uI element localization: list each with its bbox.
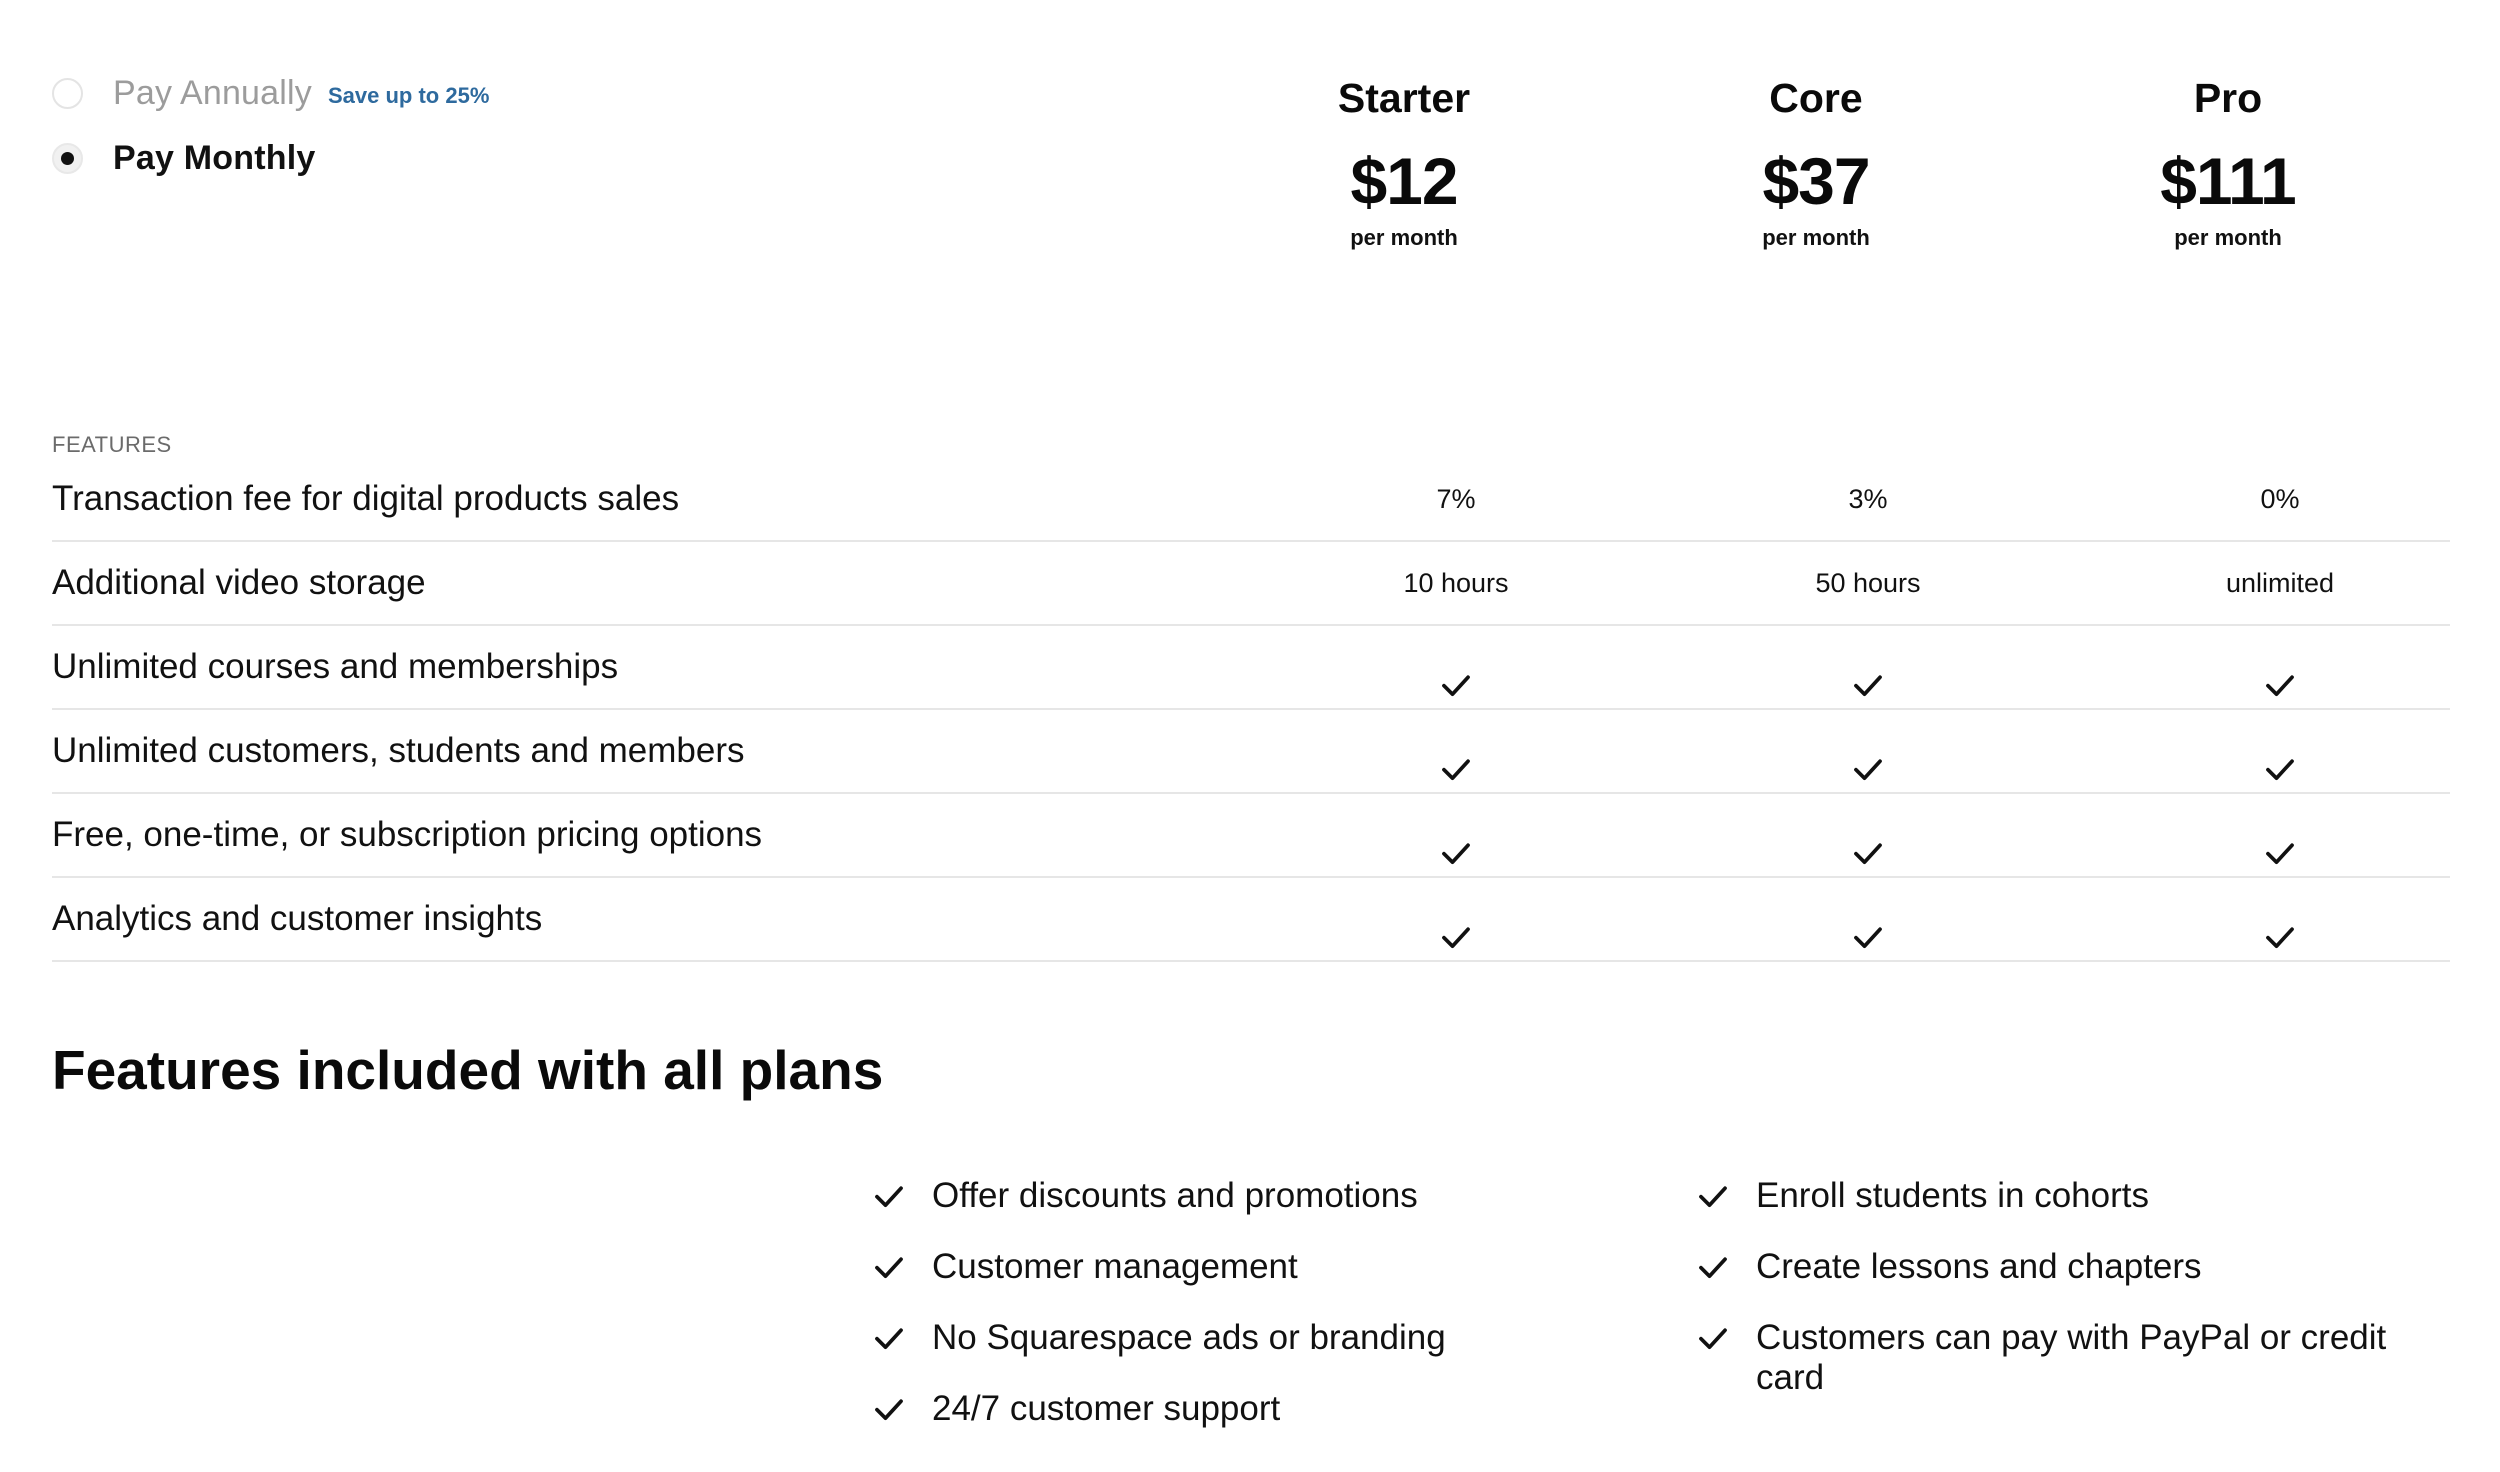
plan-price: $37 [1762, 144, 1870, 218]
plan-starter [1254, 68, 1554, 252]
checkmark-icon [1439, 736, 1473, 770]
pay-monthly-label[interactable]: Pay Monthly [113, 138, 316, 177]
pay-annually-label[interactable]: Pay Annually [113, 73, 312, 112]
feature-value-pro: 0% [2260, 484, 2300, 514]
all-plans-list-right [1696, 1176, 2416, 1429]
included-feature-label: 24/7 customer support [932, 1389, 1281, 1428]
included-feature-item [1696, 1318, 2416, 1398]
feature-value-core [1718, 710, 2018, 792]
feature-row [52, 794, 2450, 878]
feature-table [52, 458, 2450, 962]
included-feature-item [1696, 1176, 2416, 1216]
pay-annually-radio[interactable] [52, 78, 83, 109]
pay-annually-option[interactable] [52, 68, 489, 118]
plan-price: $12 [1350, 144, 1458, 218]
feature-value-core: 3% [1848, 484, 1888, 514]
feature-value-pro [2130, 878, 2430, 960]
feature-name: Additional video storage [52, 563, 426, 602]
included-feature-item [872, 1176, 1632, 1216]
feature-name: Transaction fee for digital products sales [52, 479, 680, 518]
checkmark-icon [1696, 1250, 1730, 1284]
feature-value-starter: 10 hours [1403, 568, 1509, 598]
included-feature-item [872, 1247, 1632, 1287]
save-badge: Save up to 25% [327, 83, 490, 108]
feature-row [52, 626, 2450, 710]
checkmark-icon [1851, 736, 1885, 770]
feature-value-pro [2130, 710, 2430, 792]
included-feature-label: Customer management [932, 1247, 1298, 1286]
included-feature-item [872, 1318, 1632, 1358]
included-feature-label: No Squarespace ads or branding [932, 1318, 1446, 1357]
feature-name: Analytics and customer insights [52, 899, 543, 938]
feature-row [52, 878, 2450, 962]
feature-value-pro [2130, 794, 2430, 876]
feature-name: Free, one-time, or subscription pricing options [52, 815, 763, 854]
plan-name: Starter [1337, 75, 1471, 121]
feature-value-core [1718, 794, 2018, 876]
feature-value-starter [1306, 794, 1606, 876]
feature-value-pro [2130, 626, 2430, 708]
included-feature-item [1696, 1247, 2416, 1287]
feature-value-core [1718, 626, 2018, 708]
included-feature-label: Enroll students in cohorts [1756, 1176, 2149, 1215]
pay-monthly-option[interactable] [52, 133, 489, 183]
checkmark-icon [2263, 820, 2297, 854]
feature-value-core [1718, 878, 2018, 960]
checkmark-icon [872, 1392, 906, 1426]
plan-period: per month [1350, 225, 1458, 250]
feature-value-starter: 7% [1436, 484, 1476, 514]
feature-row [52, 458, 2450, 542]
checkmark-icon [1439, 652, 1473, 686]
checkmark-icon [872, 1321, 906, 1355]
all-plans-title: Features included with all plans [52, 1039, 884, 1101]
plan-period: per month [1762, 225, 1870, 250]
checkmark-icon [2263, 904, 2297, 938]
checkmark-icon [1439, 820, 1473, 854]
checkmark-icon [1439, 904, 1473, 938]
plan-pro [2078, 68, 2378, 252]
checkmark-icon [1696, 1321, 1730, 1355]
feature-value-starter [1306, 626, 1606, 708]
plan-name: Core [1769, 75, 1863, 121]
feature-name: Unlimited courses and memberships [52, 647, 619, 686]
included-feature-label: Customers can pay with PayPal or credit card [1756, 1318, 2387, 1397]
pay-monthly-radio[interactable] [52, 143, 83, 174]
billing-toggle [52, 68, 489, 183]
checkmark-icon [2263, 736, 2297, 770]
plan-period: per month [2174, 225, 2282, 250]
feature-value-starter [1306, 710, 1606, 792]
checkmark-icon [1851, 904, 1885, 938]
checkmark-icon [872, 1179, 906, 1213]
plan-core [1666, 68, 1966, 252]
checkmark-icon [1696, 1179, 1730, 1213]
checkmark-icon [1851, 652, 1885, 686]
checkmark-icon [2263, 652, 2297, 686]
plan-name: Pro [2193, 75, 2263, 121]
checkmark-icon [1851, 820, 1885, 854]
plan-price: $111 [2160, 144, 2296, 218]
checkmark-icon [872, 1250, 906, 1284]
radio-selected-dot [61, 152, 74, 165]
feature-value-starter [1306, 878, 1606, 960]
feature-name: Unlimited customers, students and members [52, 731, 745, 770]
features-caption: FEATURES [52, 432, 172, 457]
all-plans-list-left [872, 1176, 1632, 1460]
included-feature-label: Create lessons and chapters [1756, 1247, 2202, 1286]
feature-row [52, 542, 2450, 626]
feature-value-core: 50 hours [1815, 568, 1921, 598]
included-feature-item [872, 1389, 1632, 1429]
included-feature-label: Offer discounts and promotions [932, 1176, 1418, 1215]
feature-value-pro: unlimited [2225, 568, 2335, 598]
feature-row [52, 710, 2450, 794]
